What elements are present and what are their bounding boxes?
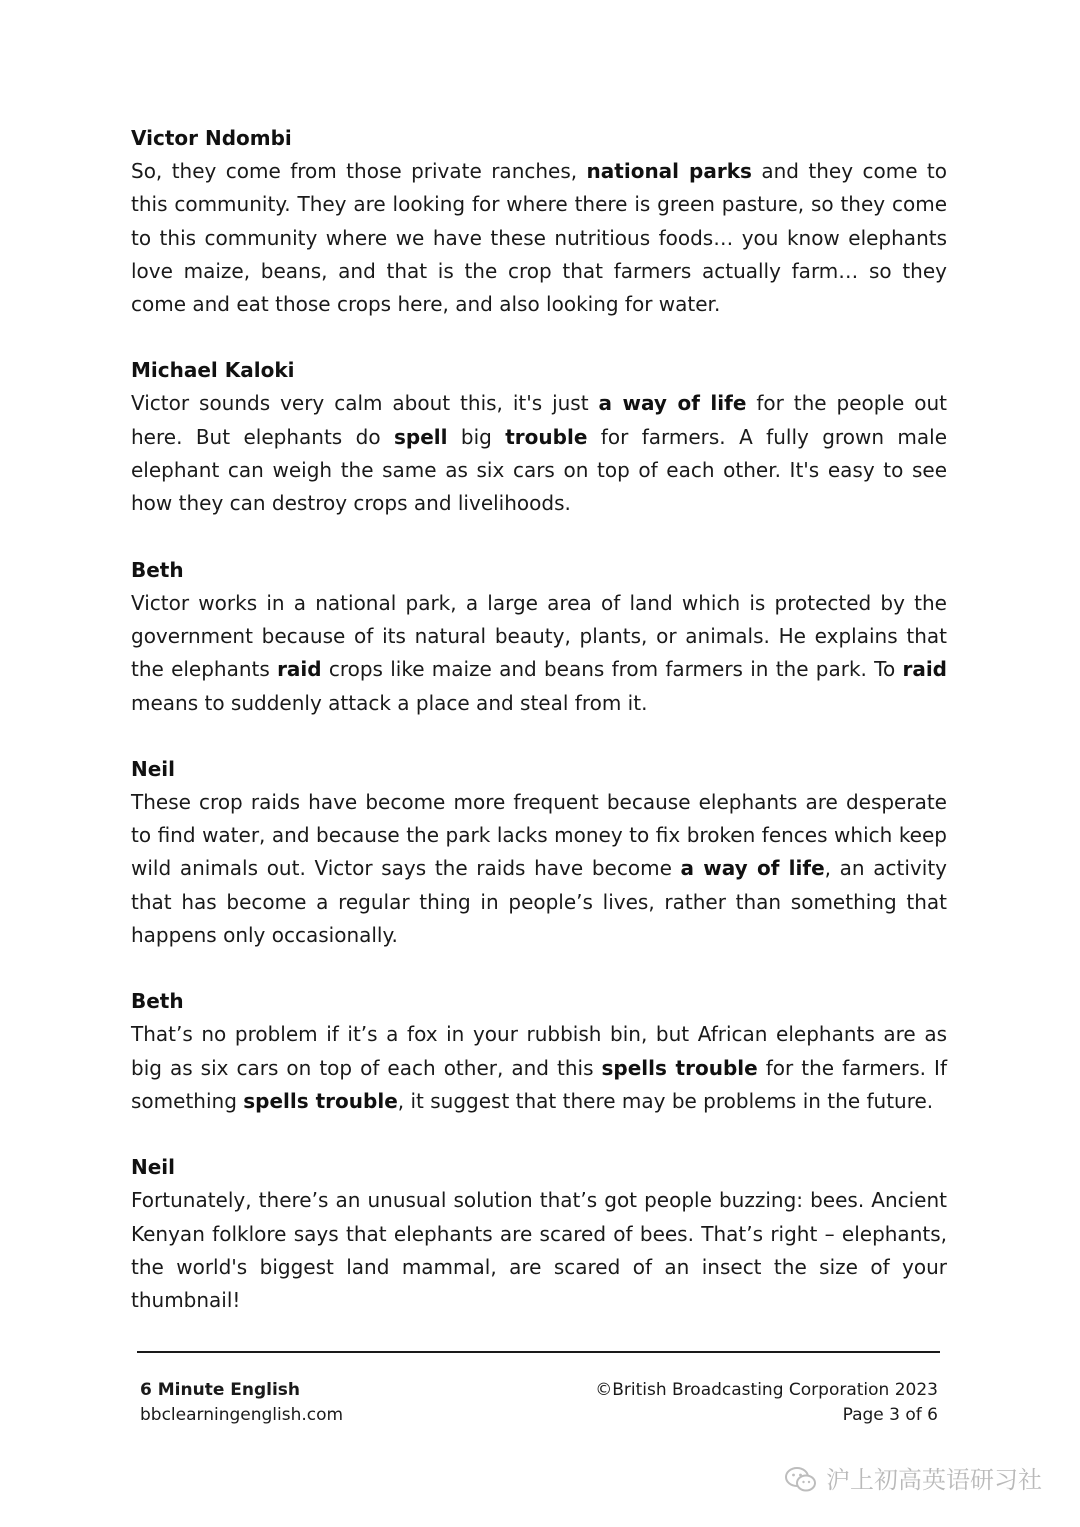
vocabulary-term: spells trouble — [243, 1088, 398, 1113]
footer-right — [595, 1378, 938, 1428]
speaker-paragraph — [131, 786, 947, 952]
transcript — [131, 122, 947, 1350]
footer-copyright: ©British Broadcasting Corporation 2023 — [595, 1380, 938, 1400]
paragraph-text: big — [447, 424, 506, 449]
transcript-block — [131, 753, 947, 952]
vocabulary-term: spells trouble — [601, 1055, 758, 1080]
vocabulary-term: spell — [393, 424, 448, 449]
vocabulary-term: a way of life — [680, 856, 825, 881]
paragraph-text: for the farmers. If something — [131, 1055, 947, 1113]
paragraph-text: means to suddenly attack a place and steal from it. — [131, 690, 648, 715]
paragraph-text: crops like maize and beans from farmers in the park. To — [321, 657, 903, 682]
vocabulary-term: national parks — [586, 159, 752, 183]
paragraph-text: Fortunately, there’s an unusual solution that’s got people buzzing: bees. Ancient Kenyan folklore says that elephants are scared of bees. That’s right – elephants, the world's biggest land mammal, are scared of an insect the size of your thumbnail! — [131, 1188, 947, 1313]
paragraph-text: for the people out here. But elephants do — [131, 391, 948, 449]
speaker-name: Victor Ndombi — [131, 126, 292, 150]
paragraph-text: That’s no problem if it’s a fox in your rubbish bin, but African elephants are as big as six cars on top of each other, and this — [131, 1022, 947, 1080]
transcript-block — [131, 554, 947, 720]
paragraph-text: , it suggest that there may be problems in the future. — [397, 1088, 934, 1113]
speaker-paragraph — [131, 1184, 947, 1317]
transcript-block — [131, 985, 947, 1118]
footer-page-number: Page 3 of 6 — [842, 1405, 938, 1425]
footer-website: bbclearningenglish.com — [140, 1405, 344, 1425]
speaker-paragraph — [131, 1018, 947, 1118]
speaker-name: Beth — [131, 989, 184, 1014]
wechat-icon — [784, 1466, 818, 1494]
paragraph-text: So, they come from those private ranches, — [131, 159, 587, 183]
speaker-paragraph — [131, 587, 947, 720]
footer-left — [140, 1378, 343, 1428]
watermark-text: 沪上初高英语研习社 — [826, 1466, 1042, 1494]
watermark — [784, 1462, 1042, 1498]
vocabulary-term: trouble — [505, 424, 588, 449]
paragraph-text: These crop raids have become more frequent because elephants are desperate to find water, and because the park lacks money to fix broken fences which keep wild animals out. Victor says the raids have become — [131, 789, 947, 881]
speaker-name: Michael Kaloki — [131, 358, 295, 383]
paragraph-text: , an activity that has become a regular thing in people’s lives, rather than something that happens only occasionally. — [131, 856, 947, 948]
paragraph-text: Victor sounds very calm about this, it's just — [131, 391, 599, 416]
speaker-name: Neil — [131, 756, 176, 781]
paragraph-text: and they come to this community. They are looking for where there is green pasture, so they come to this community where we have these nutritious foods… you know elephants love maize, beans, and that is the crop that farmers actually farm… so they come and eat those crops here, and also looking for water. — [131, 159, 947, 317]
speaker-name: Neil — [131, 1155, 176, 1180]
transcript-block — [131, 1151, 947, 1317]
footer-programme: 6 Minute English — [140, 1380, 301, 1400]
speaker-name: Beth — [131, 557, 184, 582]
vocabulary-term: raid — [277, 657, 322, 682]
paragraph-text: Victor works in a national park, a large area of land which is protected by the government because of its natural beauty, plants, or animals. He explains that the elephants — [131, 590, 947, 682]
transcript-block — [131, 354, 947, 520]
paragraph-text: for farmers. A fully grown male elephant can weigh the same as six cars on top of each other. It's easy to see how they can destroy crops and livelihoods. — [131, 424, 947, 516]
vocabulary-term: raid — [902, 657, 947, 682]
speaker-paragraph — [131, 155, 947, 321]
transcript-block — [131, 122, 947, 321]
speaker-paragraph — [131, 387, 947, 520]
footer-divider — [137, 1351, 940, 1353]
vocabulary-term: a way of life — [598, 391, 747, 416]
